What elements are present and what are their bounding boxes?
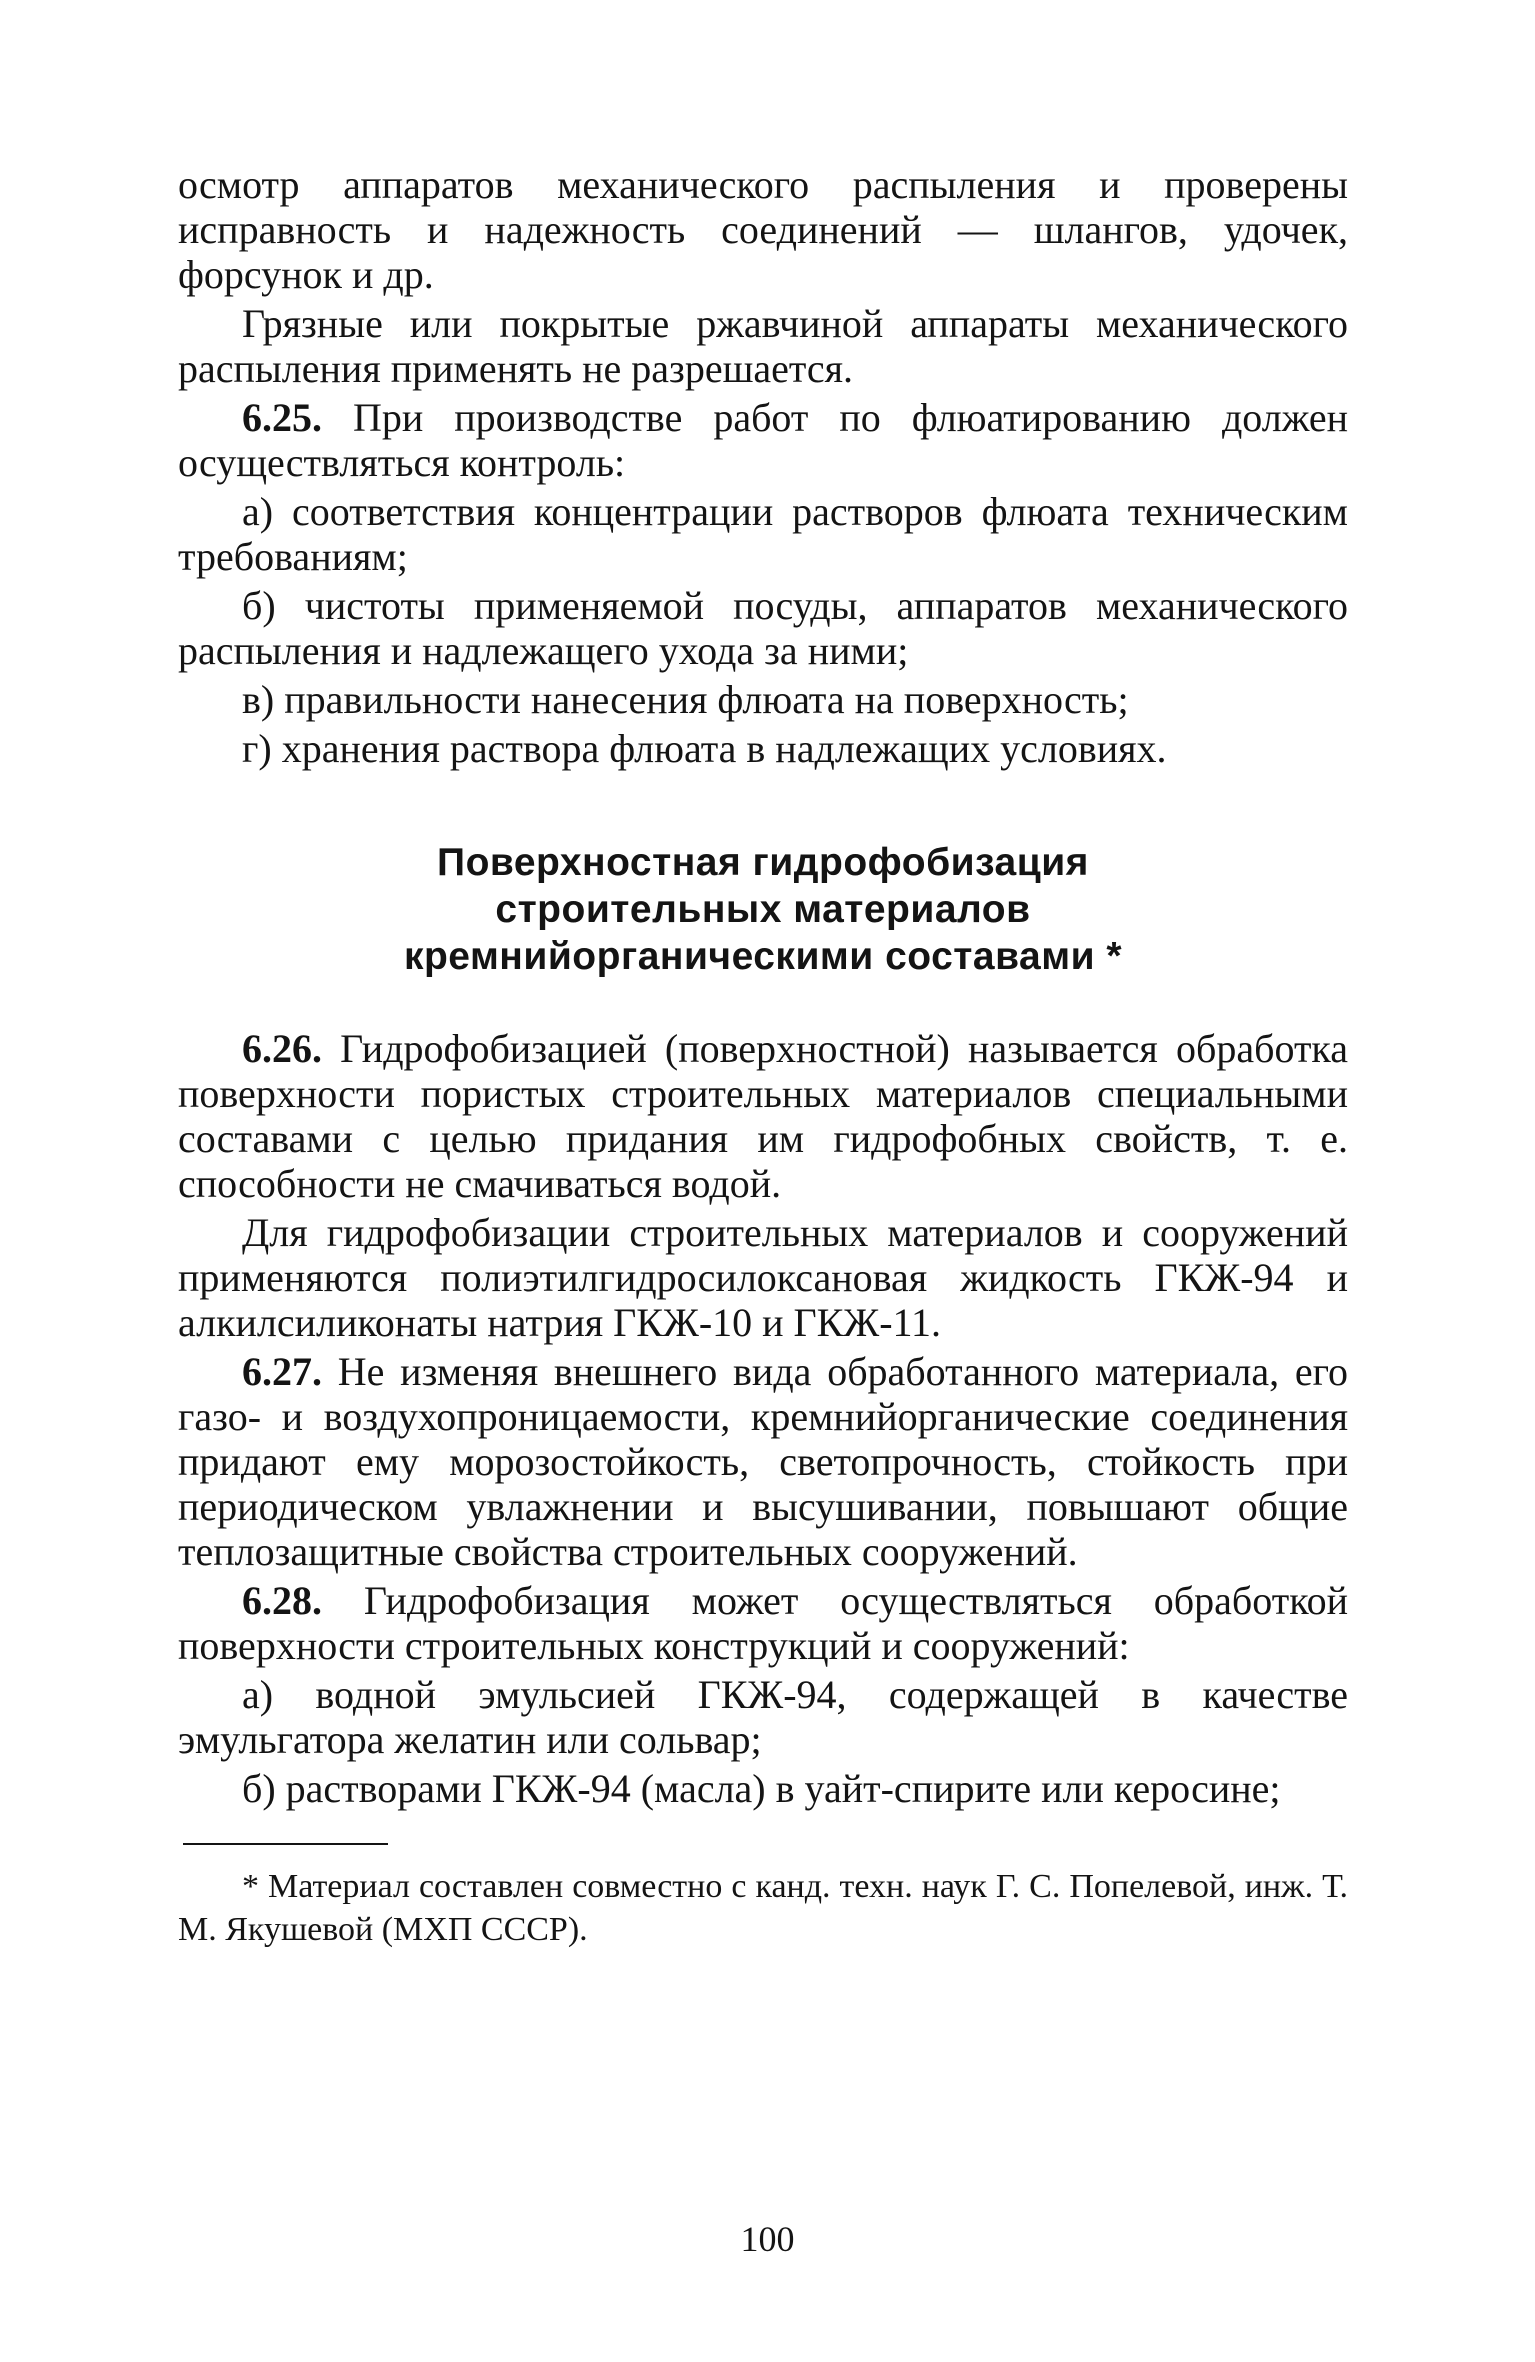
section-6-26 [178,1026,1348,1206]
section-6-28 [178,1578,1348,1668]
section-6-27 [178,1349,1348,1574]
list-item: б) растворами ГКЖ-94 (масла) в уайт-спирите или керосине; [242,1766,1281,1811]
section-number: 6.25. [242,395,322,440]
footnote-divider [183,1843,388,1845]
heading-line: Поверхностная гидрофобизация [437,841,1089,884]
section-number: 6.26. [242,1026,322,1071]
paragraph-rust-warning: Грязные или покрытые ржавчиной аппараты механического распыления применять не разрешается. [178,301,1348,391]
heading-line: строительных материалов [495,888,1031,931]
paragraph-materials: Для гидрофобизации строительных материалов и сооружений применяются полиэтилгидросилоксановая жидкость ГКЖ-94 и алкилсиликонаты натрия ГКЖ-10 и ГКЖ-11. [178,1210,1348,1345]
section-text: Гидрофобизация может осуществляться обработкой поверхности строительных конструкций и сооружений: [178,1578,1348,1668]
list-item: б) чистоты применяемой посуды, аппаратов механического распыления и надлежащего ухода за ними; [178,583,1348,673]
list-item: а) соответствия концентрации растворов флюата техническим требованиям; [178,489,1348,579]
list-item: а) водной эмульсией ГКЖ-94, содержащей в качестве эмульгатора желатин или сольвар; [178,1672,1348,1762]
heading-line: кремнийорганическими составами * [403,935,1123,978]
list-item: г) хранения раствора флюата в надлежащих условиях. [242,726,1167,771]
section-number: 6.28. [242,1578,322,1623]
footnote: * Материал составлен совместно с канд. техн. наук Г. С. Попелевой, инж. Т. М. Якушевой (МХП СССР). [178,1868,1348,1948]
section-text: Не изменяя внешнего вида обработанного материала, его газо- и воздухопроницаемости, кремнийорганические соединения придают ему морозостойкость, светопрочность, стойкость при периодическом увлажнении и высушивании, повышают общие теплозащитные свойства строительных сооружений. [178,1349,1348,1574]
section-number: 6.27. [242,1349,322,1394]
section-text: Гидрофобизацией (поверхностной) называется обработка поверхности пористых строительных материалов специальными составами с целью придания им гидрофобных свойств, т. е. способности не смачиваться водой. [178,1026,1348,1206]
page-number: 100 [740,2219,795,2259]
paragraph-continued: осмотр аппаратов механического распыления и проверены исправность и надежность соединений — шлангов, удочек, форсунок и др. [178,162,1348,297]
list-item: в) правильности нанесения флюата на поверхность; [242,677,1129,722]
section-text: При производстве работ по флюатированию должен осуществляться контроль: [178,395,1348,485]
text-column [178,162,1348,1951]
section-heading [178,839,1348,980]
section-6-25 [178,395,1348,485]
